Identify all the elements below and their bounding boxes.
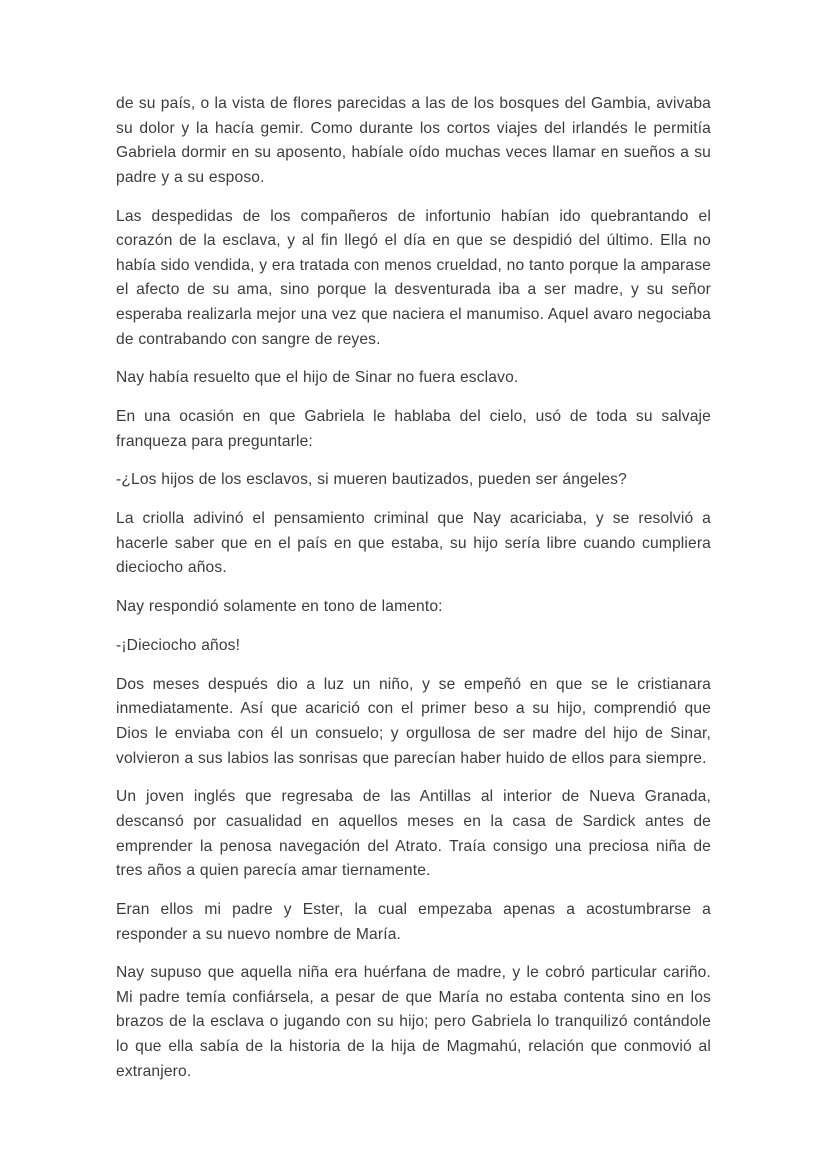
- paragraph: Dos meses después dio a luz un niño, y se empeñó en que se le cristianara inmediatamente. Así que acarició con el primer beso a su hijo, comprendió que Dios le enviaba con él un consuelo; y orgullosa de ser madre del hijo de Sinar, volvieron a sus labios las sonrisas que parecían haber huido de ellos para siempre.: [116, 675, 711, 767]
- paragraph: de su país, o la vista de flores parecidas a las de los bosques del Gambia, avivaba su dolor y la hacía gemir. Como durante los cortos viajes del irlandés le permitía Gabriela dormir en su aposento, habíale oído muchas veces llamar en sueños a su padre y a su esposo.: [116, 95, 711, 186]
- paragraph: Nay respondió solamente en tono de lamento:: [116, 598, 443, 616]
- body-text-column: [116, 92, 711, 1084]
- paragraph: -¡Dieciocho años!: [116, 637, 241, 654]
- paragraph: -¿Los hijos de los esclavos, si mueren bautizados, pueden ser ángeles?: [116, 471, 627, 489]
- paragraph: Nay supuso que aquella niña era huérfana de madre, y le cobró particular cariño. Mi padre temía confiársela, a pesar de que María no estaba contenta sino en los brazos de la esclava o jugando con su hijo; pero Gabriela lo tranquilizó contándole lo que ella sabía de la historia de la hija de Magmahú, relación que conmovió al extranjero.: [116, 964, 711, 1080]
- paragraph: Las despedidas de los compañeros de infortunio habían ido quebrantando el corazón de la esclava, y al fin llegó el día en que se despidió del último. Ella no había sido vendida, y era tratada con menos crueldad, no tanto porque la amparase el afecto de su ama, sino porque la desventurada iba a ser madre, y su señor esperaba realizarla mejor una vez que naciera el manumiso. Aquel avaro negociaba de contrabando con sangre de reyes.: [116, 207, 711, 348]
- paragraph: Un joven inglés que regresaba de las Antillas al interior de Nueva Granada, descansó por casualidad en aquellos meses en la casa de Sardick antes de emprender la penosa navegación del Atrato. Traía consigo una preciosa niña de tres años a quien parecía amar tiernamente.: [116, 788, 711, 880]
- paragraph: En una ocasión en que Gabriela le hablaba del cielo, usó de toda su salvaje franqueza para preguntarle:: [116, 408, 711, 450]
- paragraph: La criolla adivinó el pensamiento criminal que Nay acariciaba, y se resolvió a hacerle saber que en el país en que estaba, su hijo sería libre cuando cumpliera dieciocho años.: [116, 510, 711, 577]
- paragraph: Nay había resuelto que el hijo de Sinar no fuera esclavo.: [116, 369, 519, 387]
- paragraph: Eran ellos mi padre y Ester, la cual empezaba apenas a acostumbrarse a responder a su nuevo nombre de María.: [116, 900, 711, 943]
